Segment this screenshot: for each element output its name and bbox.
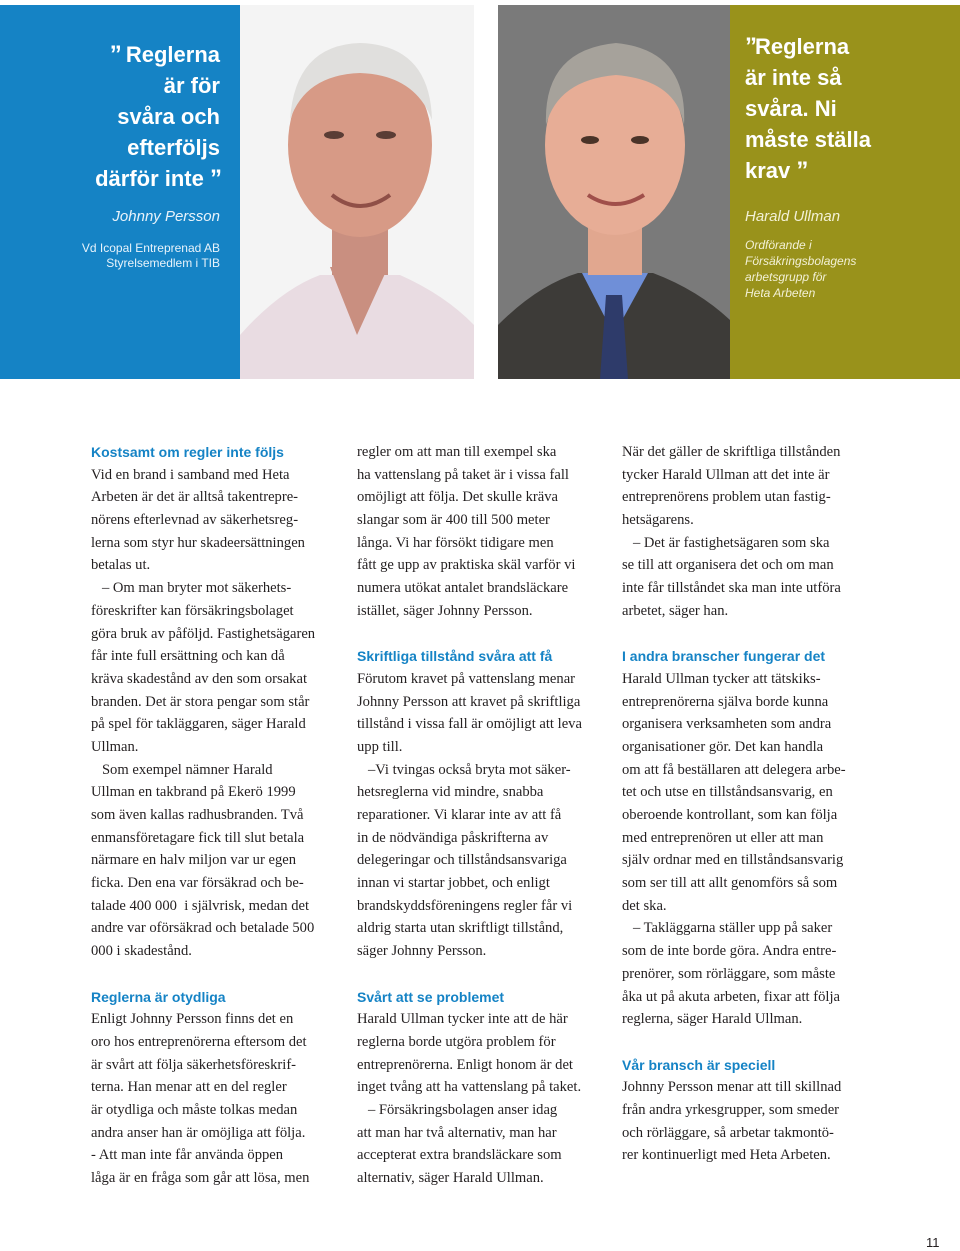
body-text-line: kräva skadestånd av den som orsakat — [91, 670, 307, 687]
body-text-line: branden. Det är stora pengar som står — [91, 693, 310, 710]
body-text-line: långa. Vi har försökt tidigare men — [357, 534, 554, 551]
body-text-line: lerna som styr hur skadeersättningen — [91, 534, 305, 551]
paragraph-gap — [622, 623, 872, 646]
body-text-line: aldrig starta utan skriftligt tillstånd, — [357, 920, 564, 937]
section-heading: Reglerna är otydliga — [91, 988, 226, 1005]
body-text-line: från andra yrkesgrupper, som smeder — [622, 1101, 840, 1118]
body-text-line: ha vattenslang på taket är i vissa fall — [357, 466, 569, 483]
body-text-line: rer kontinuerligt med Heta Arbeten. — [622, 1147, 831, 1164]
body-text-line: 000 i skadestånd. — [91, 943, 192, 960]
body-text-line: betalas ut. — [91, 557, 151, 574]
body-text-line: som ser till att allt genomförs så som — [622, 875, 838, 892]
body-text-line: innan vi startar jobbet, och enligt — [357, 875, 550, 892]
portrait-photo-harald-ullman — [498, 5, 730, 379]
body-text-line: hetsreglerna vid mindre, snabba — [357, 784, 544, 801]
body-text-line: slangar som är 400 till 500 meter — [357, 512, 550, 529]
body-text-line: göra bruk av påföljd. Fastighetsägaren — [91, 625, 316, 642]
left-quote-line: därför inte — [95, 166, 204, 191]
body-text-line: – Takläggarna ställer upp på saker — [622, 920, 833, 937]
body-text-line: reparationer. Vi klarar inte av att få — [357, 807, 562, 823]
right-quote-role-line: Försäkringsbolagens — [745, 254, 857, 268]
body-text-line: är svårt att följa säkerhetsföreskrif- — [91, 1056, 297, 1073]
body-text-line: fått ge upp av praktiska skäl varför vi — [357, 557, 576, 574]
body-text-line: – Försäkringsbolagen anser idag — [357, 1101, 558, 1118]
body-text-line: se till att organisera det och om man — [622, 557, 834, 574]
page-number: 11 — [926, 1235, 940, 1250]
body-text-line: omöjligt att följa. Det skulle kräva — [357, 489, 559, 506]
left-quote-line: Reglerna — [125, 42, 220, 67]
right-quote-open-mark: ” — [745, 33, 755, 60]
body-text-line: accepterat extra brandsläckare som — [357, 1147, 562, 1164]
left-quote-line: efterföljs — [127, 135, 220, 160]
body-text-line: andra anser han är omöjliga att följa. — [91, 1124, 306, 1141]
body-text-line: brandskyddsföreningens regler får vi — [357, 897, 573, 914]
right-quote-line: Reglerna — [755, 34, 850, 59]
body-text-line: tillstånd i vissa fall är omöjligt att leva — [357, 716, 582, 733]
body-text-line: andre var oförsäkrad och betalade 500 — [91, 920, 315, 937]
body-text-line: nörens efterlevnad av säkerhetsreg- — [91, 512, 299, 529]
body-text-line: reglerna, säger Harald Ullman. — [622, 1011, 803, 1028]
body-text-line: Vid en brand i samband med Heta — [91, 466, 290, 483]
section-heading: I andra branscher fungerar det — [622, 648, 826, 665]
right-quote-name: Harald Ullman — [745, 208, 841, 225]
body-text-line: arbetet, säger han. — [622, 602, 729, 619]
right-quote-panel — [730, 5, 960, 379]
body-text-line: Ullman en takbrand på Ekerö 1999 — [91, 784, 296, 801]
body-text-line: organisationer gör. Det kan handla — [622, 738, 824, 755]
body-text-line: ficka. Den ena var försäkrad och be- — [91, 875, 304, 892]
body-text-line: in de nödvändiga påskrifterna av — [357, 829, 549, 846]
article-column-1 — [91, 441, 341, 1190]
body-text-line: prenörer, som rörläggare, som måste — [622, 965, 836, 982]
left-quote-line: är för — [163, 73, 220, 98]
left-quote-text — [20, 39, 220, 194]
body-text-line: får inte full ersättning och kan då — [91, 648, 285, 665]
body-text-line: –Vi tvingas också bryta mot säker- — [357, 761, 571, 778]
body-text-line: tet och utse en tillståndsansvarig, en — [622, 784, 833, 801]
paragraph-gap — [622, 1031, 872, 1054]
body-text-line: med entreprenören ut eller att man — [622, 829, 824, 846]
body-text-line: Enligt Johnny Persson finns det en — [91, 1011, 294, 1028]
right-quote-role-line: Ordförande i — [745, 238, 812, 252]
body-text-line: och rörläggare, så arbetar takmontö- — [622, 1124, 834, 1141]
body-text-line: är otydliga och måste tolkas medan — [91, 1101, 298, 1118]
body-text-line: Johnny Persson menar att till skillnad — [622, 1079, 842, 1096]
body-text-line: som även kallas radhusbranden. Två — [91, 807, 304, 823]
body-text-line: låga är en fråga som går att lösa, men — [91, 1170, 310, 1186]
body-text-line: om att få beställaren att delegera arbe- — [622, 761, 846, 778]
right-quote-line: krav — [745, 158, 791, 183]
body-text-line: Ullman. — [91, 738, 139, 755]
body-text-line: det ska. — [622, 897, 667, 914]
body-text-line: inte får tillståndet ska man inte utföra — [622, 580, 841, 597]
right-quote-role — [745, 237, 915, 301]
body-text-line: Harald Ullman tycker att tätskiks- — [622, 670, 821, 687]
body-text-line: föreskrifter kan försäkringsbolaget — [91, 602, 294, 619]
body-text-line: närmare en halv miljon var ur egen — [91, 852, 297, 869]
article-column-2 — [357, 441, 607, 1190]
body-text-line: regler om att man till exempel ska — [357, 444, 557, 460]
right-quote-line: är inte så — [745, 65, 842, 90]
body-text-line: som de inte borde göra. Andra entre- — [622, 943, 837, 960]
body-text-line: När det gäller de skriftliga tillstånden — [622, 444, 841, 460]
left-quote-line: svåra och — [117, 104, 220, 129]
left-quote-role-line: Vd Icopal Entreprenad AB — [81, 241, 220, 255]
body-text-line: säger Johnny Persson. — [357, 943, 487, 960]
left-quote-close-mark: ” — [210, 165, 220, 192]
portrait-photo-johnny-persson — [240, 5, 474, 379]
body-text-line: – Det är fastighetsägaren som ska — [622, 534, 830, 551]
body-text-line: åka ut på akuta arbeten, fixar att följa — [622, 988, 840, 1005]
section-heading: Svårt att se problemet — [357, 988, 505, 1005]
body-text-line: Förutom kravet på vattenslang menar — [357, 670, 576, 687]
body-text-line: delegeringar och tillståndsansvariga — [357, 852, 567, 869]
body-text-line: upp till. — [357, 738, 403, 755]
body-text-line: att man har två alternativ, man har — [357, 1124, 557, 1141]
body-text-line: Johnny Persson att kravet på skriftliga — [357, 693, 581, 710]
right-quote-role-line: arbetsgrupp för — [745, 270, 827, 284]
right-quote-line: svåra. Ni — [745, 96, 837, 121]
body-text-line: – Om man bryter mot säkerhets- — [91, 580, 292, 597]
right-quote-text — [745, 31, 950, 186]
left-quote-name: Johnny Persson — [112, 208, 220, 225]
body-text-line: oberoende kontrollant, som kan följa — [622, 807, 838, 823]
left-quote-open-mark: ” — [109, 41, 120, 68]
left-quote-role — [82, 241, 220, 271]
body-text-line: Arbeten är det är alltså takentrepre- — [91, 489, 299, 506]
body-text-line: på spel för takläggaren, säger Harald — [91, 716, 306, 733]
body-text-line: terna. Han menar att en del regler — [91, 1079, 287, 1096]
body-text-line: hetsägarens. — [622, 512, 694, 529]
left-quote-panel — [0, 5, 240, 379]
section-heading: Kostsamt om regler inte följs — [91, 444, 284, 460]
body-text-line: tycker Harald Ullman att det inte är — [622, 466, 830, 483]
body-text-line: oro hos entreprenörerna eftersom det — [91, 1033, 307, 1050]
body-text-line: numera utökat antalet brandsläckare — [357, 580, 569, 597]
body-text-line: reglerna borde utgöra problem för — [357, 1033, 556, 1050]
body-text-line: inget tvång att ha vattenslang på taket. — [357, 1079, 582, 1096]
body-text-line: enmansföretagare fick till slut betala — [91, 829, 305, 846]
body-text-line: själv ordnar med en tillståndsansvarig — [622, 852, 844, 869]
body-text-line: istället, säger Johnny Persson. — [357, 602, 533, 619]
body-text-line: alternativ, säger Harald Ullman. — [357, 1170, 544, 1186]
right-quote-close-mark: ” — [796, 157, 807, 184]
body-text-line: entreprenörerna. Enligt honom är det — [357, 1056, 573, 1073]
body-text-line: - Att man inte får använda öppen — [91, 1147, 284, 1164]
left-quote-role-line: Styrelsemedlem i TIB — [106, 256, 220, 270]
body-text-line: entreprenörerna själva borde kunna — [622, 693, 829, 710]
paragraph-gap — [91, 963, 341, 986]
right-quote-line: måste ställa — [745, 127, 871, 152]
article-column-3 — [622, 441, 872, 1167]
section-heading: Vår bransch är speciell — [622, 1056, 776, 1073]
body-text-line: talade 400 000 i självrisk, medan det — [91, 897, 310, 914]
section-heading: Skriftliga tillstånd svåra att få — [357, 648, 553, 665]
body-text-line: organisera verksamheten som andra — [622, 716, 832, 733]
right-quote-role-line: Heta Arbeten — [745, 286, 816, 300]
body-text-line: Som exempel nämner Harald — [91, 761, 273, 778]
body-text-line: entreprenörens problem utan fastig- — [622, 489, 831, 506]
paragraph-gap — [357, 963, 607, 986]
body-text-line: Harald Ullman tycker inte att de här — [357, 1011, 568, 1028]
paragraph-gap — [357, 623, 607, 646]
